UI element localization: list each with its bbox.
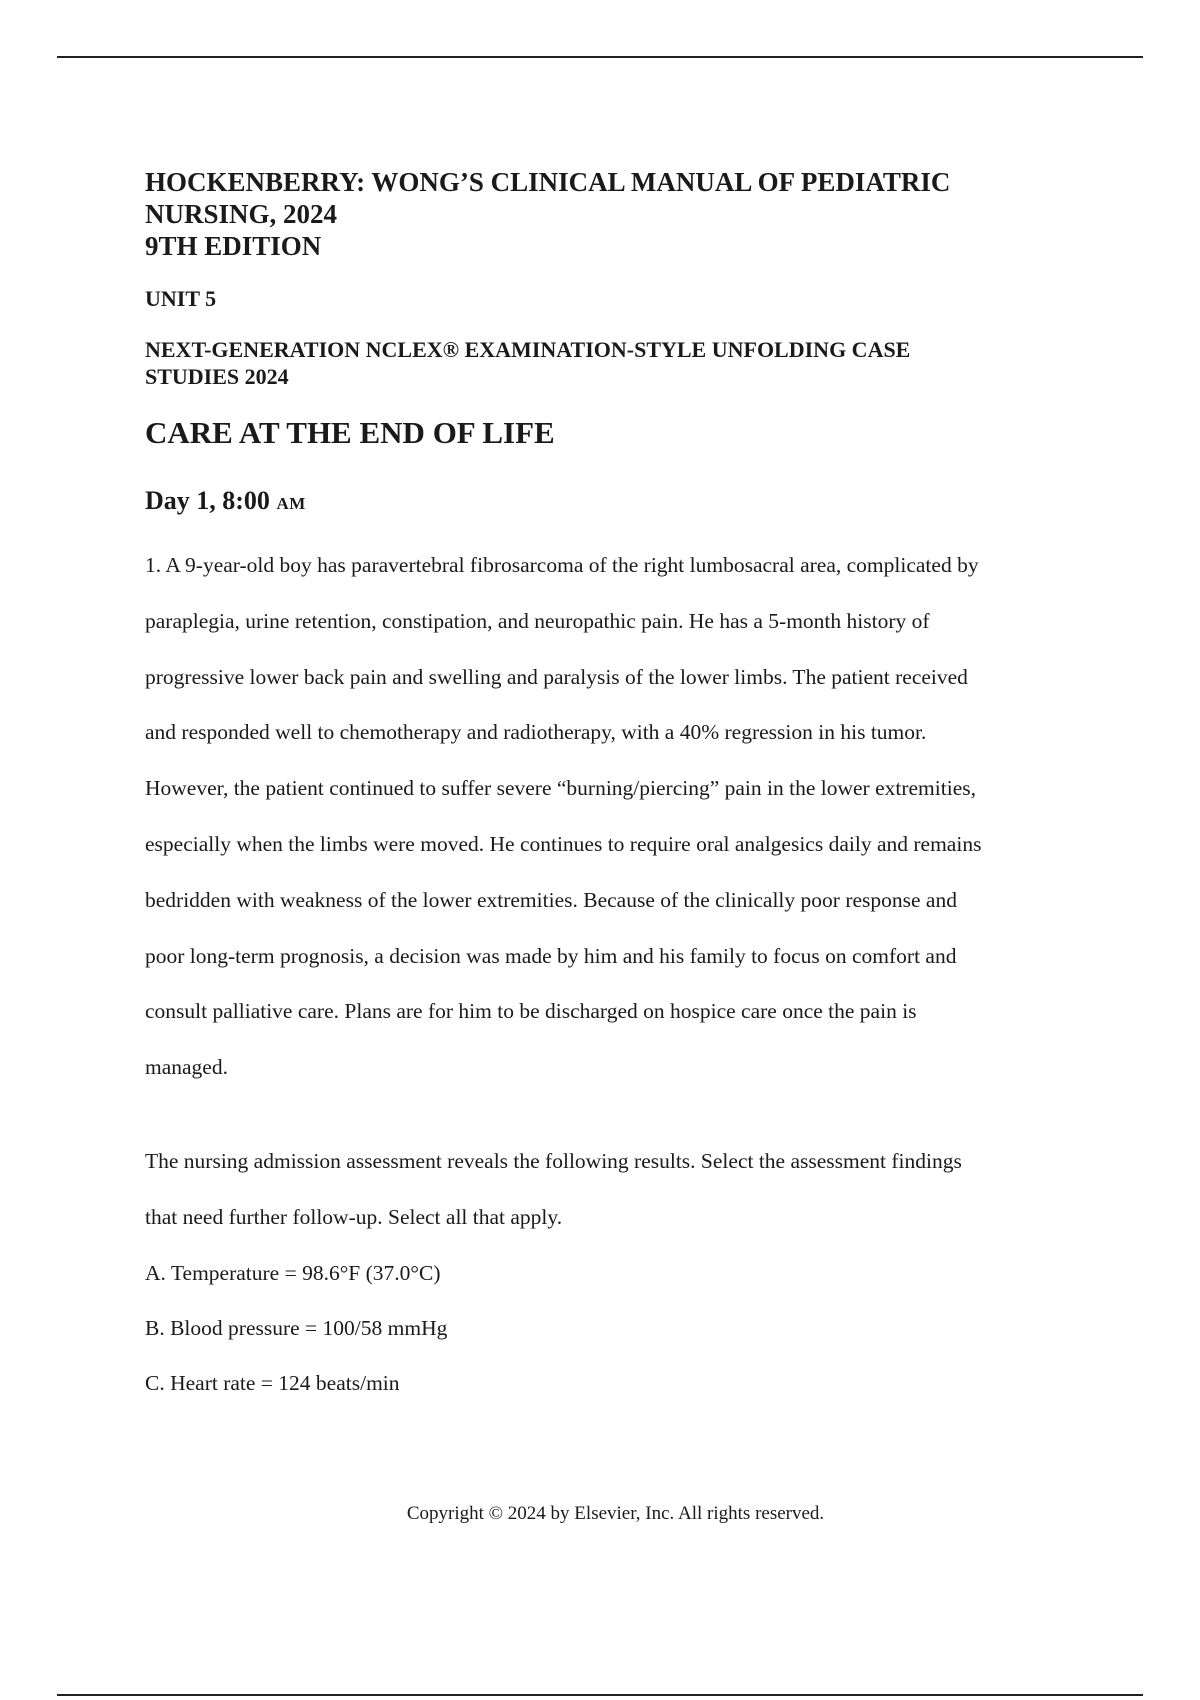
option-c: C. Heart rate = 124 beats/min — [145, 1370, 400, 1395]
book-title — [145, 166, 1100, 262]
case-line: especially when the limbs were moved. He continues to require oral analgesics daily and remains — [145, 831, 982, 856]
question-prompt — [145, 1134, 1100, 1246]
case-line: and responded well to chemotherapy and radiotherapy, with a 40% regression in his tumor. — [145, 720, 927, 745]
case-line: poor long-term prognosis, a decision was made by him and his family to focus on comfort and — [145, 943, 957, 968]
section-title: CARE AT THE END OF LIFE — [145, 415, 555, 450]
option-a: A. Temperature = 98.6°F (37.0°C) — [145, 1260, 441, 1285]
answer-options — [145, 1246, 1100, 1411]
case-line: However, the patient continued to suffer severe “burning/piercing” pain in the lower extremities, — [145, 776, 976, 801]
unit-label: UNIT 5 — [145, 286, 217, 311]
day-label: Day 1, 8:00 — [145, 486, 270, 515]
question-line: that need further follow-up. Select all that apply. — [145, 1204, 563, 1229]
case-line: managed. — [145, 1055, 228, 1080]
case-line: progressive lower back pain and swelling and paralysis of the lower limbs. The patient received — [145, 664, 968, 689]
case-line: 1. A 9-year-old boy has paravertebral fibrosarcoma of the right lumbosacral area, complicated by — [145, 553, 979, 577]
case-line: paraplegia, urine retention, constipation, and neuropathic pain. He has a 5-month history of — [145, 608, 930, 633]
page-content — [145, 166, 1100, 1411]
book-title-line-3: 9TH EDITION — [145, 231, 322, 261]
series-title-line-2: STUDIES 2024 — [145, 364, 289, 389]
book-title-line-1: HOCKENBERRY: WONG’S CLINICAL MANUAL OF PEDIATRIC — [145, 167, 951, 197]
option-b: B. Blood pressure = 100/58 mmHg — [145, 1315, 448, 1340]
book-title-line-2: NURSING, 2024 — [145, 199, 338, 229]
series-title-line-1: NEXT-GENERATION NCLEX® EXAMINATION-STYLE UNFOLDING CASE — [145, 337, 911, 362]
question-line: The nursing admission assessment reveals the following results. Select the assessment findings — [145, 1148, 962, 1173]
day-heading — [145, 485, 1100, 520]
case-paragraph — [145, 538, 1100, 1096]
bottom-rule — [57, 1694, 1143, 1696]
top-rule — [57, 56, 1143, 58]
day-meridiem: AM — [276, 494, 306, 513]
copyright-footer: Copyright © 2024 by Elsevier, Inc. All rights reserved. — [406, 1503, 825, 1524]
case-line: bedridden with weakness of the lower extremities. Because of the clinically poor response and — [145, 887, 957, 912]
series-title — [145, 336, 1100, 390]
case-line: consult palliative care. Plans are for him to be discharged on hospice care once the pain is — [145, 999, 917, 1024]
